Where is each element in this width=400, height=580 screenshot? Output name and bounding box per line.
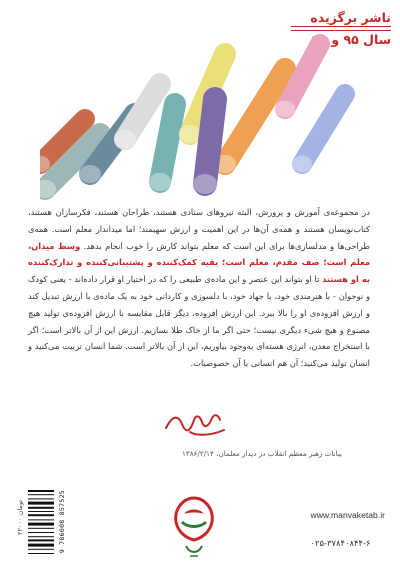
barcode-bar <box>28 549 54 550</box>
barcode-bar <box>28 514 54 516</box>
barcode-bar <box>28 532 54 533</box>
barcode-bar <box>28 536 54 537</box>
website-link[interactable]: www.manvaketab.ir <box>310 510 385 520</box>
publisher-logo-icon <box>170 494 218 564</box>
badge-line-2: سال ۹۵ و <box>291 30 391 47</box>
chalk-sticks-image <box>40 14 360 204</box>
quote-highlight: وسط میدان، معلم است؛ صف مقدم، معلم است؛ بقیه کمک‌کننده و پشتیبانی‌کننده و تدارک‌کننده به او هستند <box>28 240 371 285</box>
isbn-barcode <box>14 488 70 576</box>
barcode-bar <box>28 523 54 526</box>
quote-paragraph-2: تا او بتواند این عنصر و این ماده‌ی طبیعی را که در اختیار او قرار داده‌اند - یعنی کودک و نوجوان - با هنرمندی خود، با جهاد خود، با دلسوزی و کاردانی خود به یک ماده‌ی با ارزش تبدیل کند و ارزش افزوده‌ی او را بالا ببرد. این ارزش افزوده، دیگر قابل مقایسه با ارزش افزوده‌ی تولید هیچ مصنوع و هیچ شیء دیگری نیست؛ حتی اگر ما از خاک طلا بسازیم. ارزش این از آن بالاتر است؛ اگر با استخراج معدن، انرژی هسته‌ای به‌وجود بیاوریم، این از آن بالاتر است. شما انسان تربیت می‌کنید و انسان تولید می‌کنید؛ آن هم انسانی با آن خصوصیات. <box>28 274 370 369</box>
chalk-stick <box>225 69 285 164</box>
publisher-contact <box>310 510 385 548</box>
chalk-stick <box>160 104 175 182</box>
chalk-stick-end <box>79 165 101 183</box>
barcode-bar <box>28 528 54 529</box>
price-label: ۲۲۰۰۰ تومان <box>16 500 24 535</box>
isbn-number: 9 786008 857525 <box>58 490 66 554</box>
chalk-stick-end <box>292 156 312 173</box>
barcode-bar <box>28 544 54 547</box>
phone-number: ۰۲۵-۳۷۸۴۰۸۴۴-۶ <box>310 538 371 548</box>
chalk-stick-end <box>275 101 295 118</box>
chalk-stick-end <box>193 174 217 194</box>
chalk-stick-end <box>114 130 136 148</box>
barcode-bar <box>28 539 54 541</box>
barcode-bar <box>28 490 54 492</box>
chalk-stick <box>205 99 215 184</box>
quote-paragraph-1: در مجموعه‌ی آموزش و پرورش، البته نیروهای ستادی هستند، طراحان هستند، فکرسازان هستند، کتاب‌نویسان هستند و همه‌ی آن‌ها در این اهمیت و ارزش سهیمند؛ اما میداندار معلم است. همه‌ی طراحی‌ها و مدلسازی‌ها برای این است که معلم بتواند کارش را خوب انجام بدهد. <box>28 207 371 251</box>
barcode-bar <box>28 498 54 499</box>
barcode-bar <box>28 494 54 495</box>
quote-source: بیانات رهبر معظم انقلاب در دیدار معلمان، ۱۳۸۶/۲/۱۴ <box>181 449 342 458</box>
quote-text <box>28 204 370 372</box>
barcode-bar <box>28 502 54 505</box>
chalk-stick <box>302 94 345 164</box>
barcode-bar <box>28 553 54 554</box>
barcode-bar <box>28 511 54 512</box>
barcode-bar <box>28 519 54 520</box>
chalk-stick <box>125 84 160 139</box>
badge-line-1: ناشر برگزیده <box>291 10 391 27</box>
barcode-bars <box>26 488 56 568</box>
chalk-stick-end <box>149 173 171 191</box>
chalk-stick-end <box>179 125 201 143</box>
signature-image <box>160 406 230 440</box>
barcode-bar <box>28 507 54 509</box>
